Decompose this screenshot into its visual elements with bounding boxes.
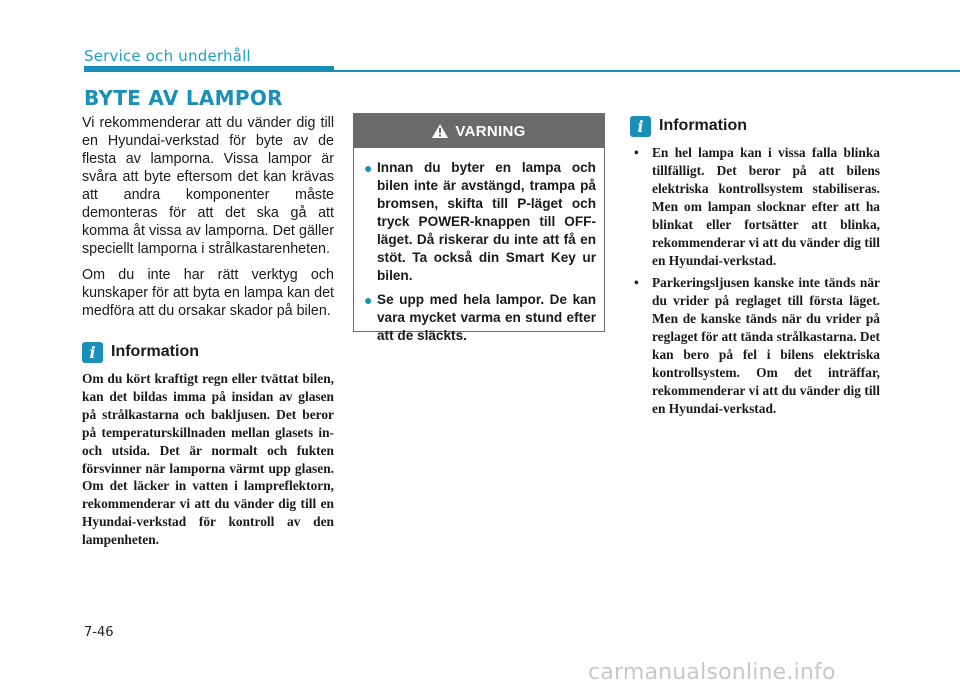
info-title: Information (659, 117, 747, 134)
header-accent-bar (84, 66, 334, 72)
info-text-left: Om du kört kraftigt regn eller tvättat bilen, kan det bildas imma på insidan av glasen på strålkastarna och bakljusen. Det beror på temperaturskillnaden mellan glasets in- och utsida. Det är normalt och fukten försvinner när lamporna värmt upp glasen. Om det läcker in vatten i lampreflektorn, rekommenderar vi att du vänder dig till en Hyundai-verkstad för kontroll av den lampenheten. (82, 371, 334, 548)
intro-paragraph: Vi rekommenderar att du vänder dig till en Hyundai-verkstad för byte av de flesta av lamporna. Vissa lampor är svåra att byte eftersom det kan krävas att andra komponenter måste demonteras för att det ska gå att komma åt vissa av lamporna. Det gäller speciellt lamporna i strålkastarenheten. (82, 115, 334, 257)
info-icon: i (630, 116, 651, 137)
bullet-icon: • (634, 145, 639, 160)
page-number: 7-46 (84, 625, 114, 640)
info-bullet-list (630, 144, 880, 418)
warning-list (354, 148, 604, 345)
list-item: ● Innan du byter en lampa och bilen inte är avstängd, trampa på bromsen, skifta till P-läget och tryck POWER-knappen till OFF-läget. Då riskerar du inte att få en stöt. Ta också din Smart Key ur bilen. (364, 160, 596, 283)
info-heading-right (630, 114, 880, 138)
section-header: Service och underhåll (84, 47, 251, 65)
page-title: BYTE AV LAMPOR (84, 86, 283, 110)
warning-box (353, 113, 605, 343)
right-column (630, 114, 880, 422)
list-item: • Parkeringsljusen kanske inte tänds när du vrider på reglaget till första läget. Men de kanske tänds när du vrider på reglaget för att tända strålkastarna. Det kan bero på fel i bilens elektriska kontrollsystem. Om det inträffar, rekommenderar vi att du vänder dig till en Hyundai-verkstad. (634, 275, 880, 416)
header-divider (334, 70, 960, 72)
left-column (82, 114, 334, 549)
bullet-dot-icon: ● (364, 292, 373, 308)
info-heading-left (82, 340, 334, 364)
info-icon: i (82, 342, 103, 363)
info-title: Information (111, 343, 199, 360)
warning-header (354, 114, 604, 148)
list-item: ● Se upp med hela lampor. De kan vara mycket varma en stund efter att de släckts. (364, 292, 596, 343)
warning-triangle-icon (432, 124, 448, 138)
warning-label: VARNING (455, 122, 526, 140)
tools-paragraph: Om du inte har rätt verktyg och kunskaper för att byta en lampa kan det medföra att du orsakar skador på bilen. (82, 267, 334, 319)
bullet-icon: • (634, 275, 639, 290)
bullet-dot-icon: ● (364, 160, 373, 176)
list-item: • En hel lampa kan i vissa falla blinka tillfälligt. Det beror på att bilens elektriska kontrollsystem stabiliseras. Men om lampan slocknar efter att ha blinkat eller fortsätter att blinka, rekommenderar vi att du vänder dig till en Hyundai-verkstad. (634, 145, 880, 268)
watermark: carmanualsonline.info (588, 660, 836, 685)
